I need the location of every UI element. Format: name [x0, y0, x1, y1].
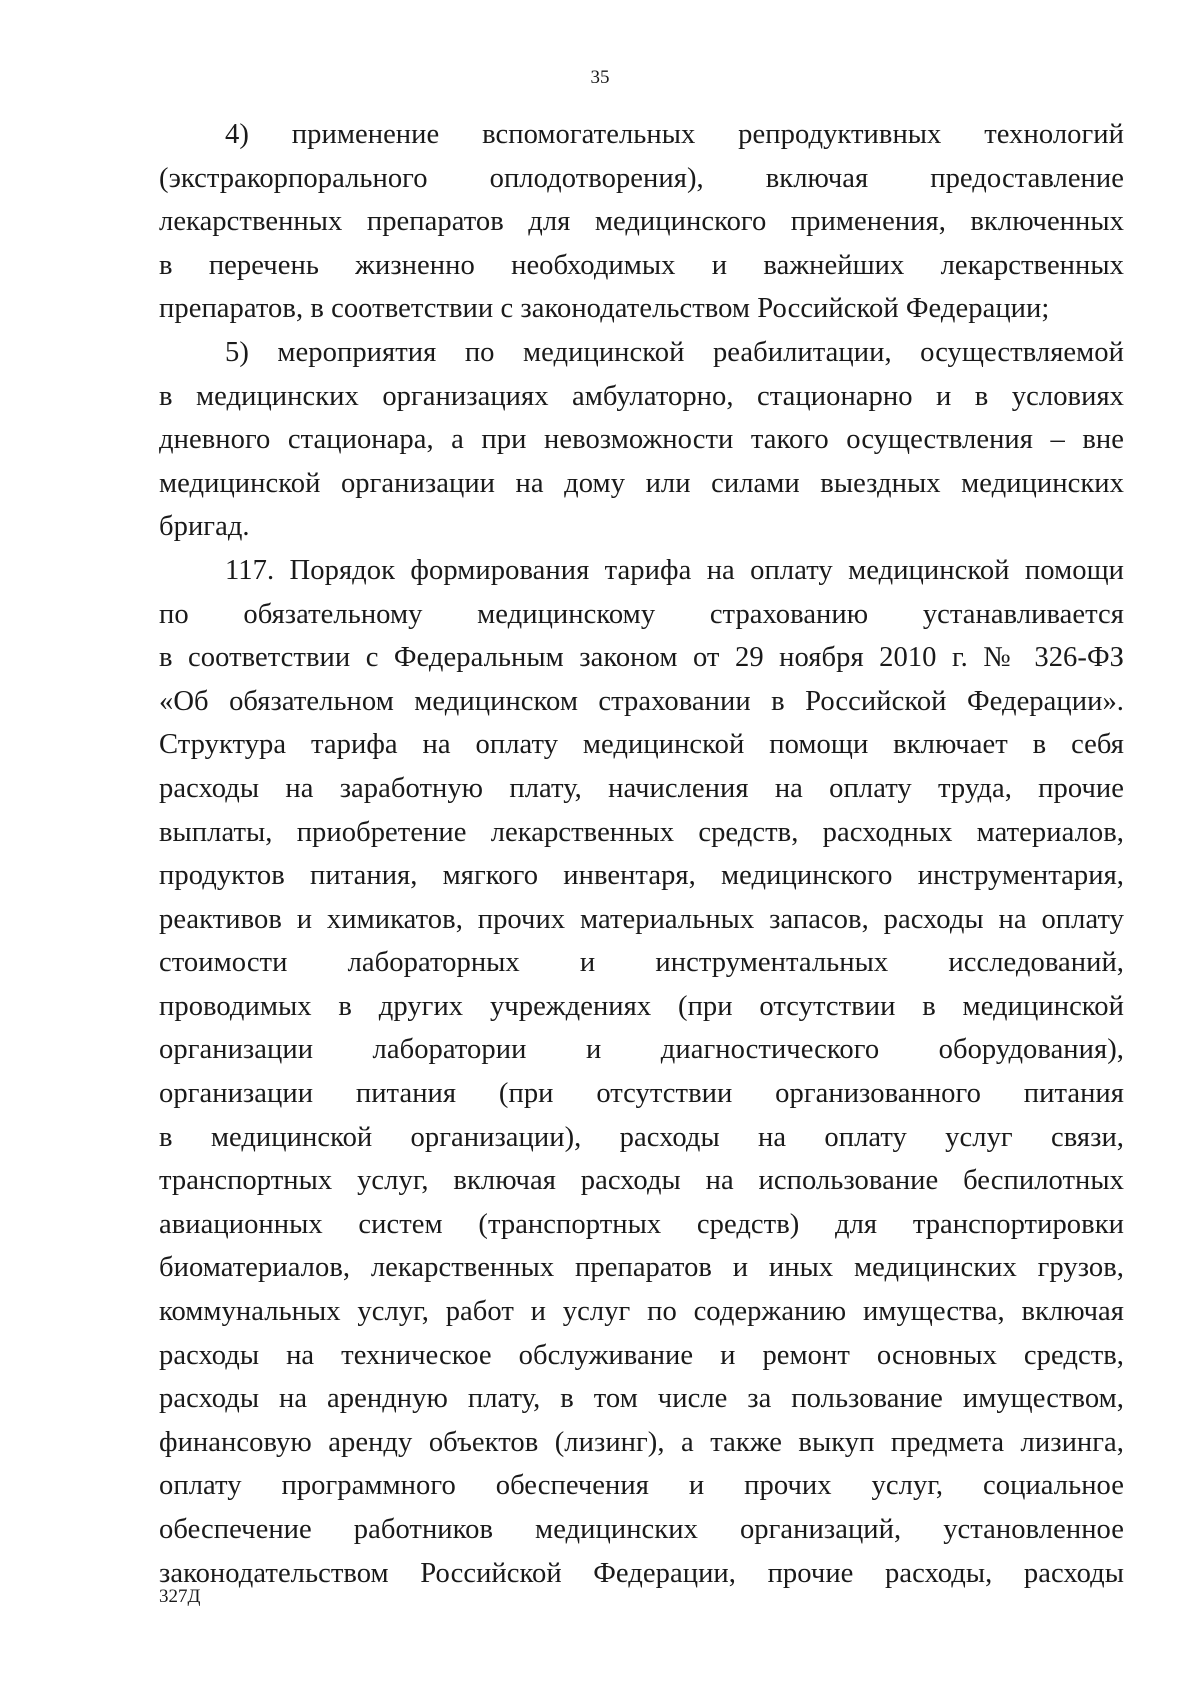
paragraph-4-line: в перечень жизненно необходимых и важнейших лекарственных [159, 249, 1124, 281]
paragraph-4-line: 4) применение вспомогательных репродуктивных технологий [225, 119, 1124, 150]
paragraph-117-line: выплаты, приобретение лекарственных средств, расходных материалов, [159, 816, 1124, 848]
paragraph-117-line: организации питания (при отсутствии организованного питания [159, 1078, 1124, 1110]
paragraph-117-line: проводимых в других учреждениях (при отсутствии в медицинской [159, 990, 1124, 1022]
paragraph-117-line: расходы на арендную плату, в том числе за пользование имуществом, [159, 1383, 1124, 1415]
paragraph-117-line: биоматериалов, лекарственных препаратов и иных медицинских грузов, [159, 1252, 1124, 1284]
paragraph-117-line: в медицинской организации), расходы на оплату услуг связи, [159, 1121, 1124, 1153]
paragraph-4-line: лекарственных препаратов для медицинского применения, включенных [159, 206, 1124, 238]
paragraph-117-line: организации лаборатории и диагностического оборудования), [159, 1034, 1124, 1066]
paragraph-4-line: (экстракорпорального оплодотворения), включая предоставление [159, 162, 1124, 194]
document-code: 327Д [159, 1586, 201, 1607]
paragraph-117-line: «Об обязательном медицинском страховании в Российской Федерации». [159, 685, 1124, 717]
paragraph-117-line: коммунальных услуг, работ и услуг по содержанию имущества, включая [159, 1296, 1124, 1328]
paragraph-117-line: Структура тарифа на оплату медицинской помощи включает в себя [159, 729, 1124, 761]
paragraph-5-line: бригад. [159, 511, 250, 543]
page-number: 35 [590, 67, 610, 88]
paragraph-117-line: обеспечение работников медицинских организаций, установленное [159, 1514, 1124, 1545]
paragraph-117-line: законодательством Российской Федерации, прочие расходы, расходы [159, 1557, 1124, 1589]
paragraph-117-line: реактивов и химикатов, прочих материальных запасов, расходы на оплату [159, 903, 1124, 935]
paragraph-117-line: 117. Порядок формирования тарифа на оплату медицинской помощи [225, 554, 1124, 586]
paragraph-117-line: в соответствии с Федеральным законом от 29 ноября 2010 г. № 326-ФЗ [159, 642, 1124, 674]
paragraph-117-line: авиационных систем (транспортных средств) для транспортировки [159, 1208, 1124, 1240]
paragraph-5-line: в медицинских организациях амбулаторно, стационарно и в условиях [159, 380, 1124, 412]
paragraph-117-line: по обязательному медицинскому страхованию устанавливается [159, 598, 1124, 630]
paragraph-117-line: транспортных услуг, включая расходы на использование беспилотных [159, 1165, 1124, 1197]
paragraph-5-line: дневного стационара, а при невозможности такого осуществления – вне [159, 424, 1124, 456]
paragraph-117-line: финансовую аренду объектов (лизинг), а также выкуп предмета лизинга, [159, 1426, 1124, 1458]
paragraph-117-line: расходы на техническое обслуживание и ремонт основных средств, [159, 1339, 1124, 1371]
document-body [159, 113, 1124, 1595]
paragraph-117-line: стоимости лабораторных и инструментальных исследований, [159, 947, 1124, 979]
paragraph-117-line: продуктов питания, мягкого инвентаря, медицинского инструментария, [159, 860, 1124, 892]
paragraph-5-line: медицинской организации на дому или силами выездных медицинских [159, 467, 1124, 499]
paragraph-4-line: препаратов, в соответствии с законодательством Российской Федерации; [159, 293, 1050, 325]
paragraph-5-line: 5) мероприятия по медицинской реабилитации, осуществляемой [225, 336, 1124, 368]
paragraph-117-line: расходы на заработную плату, начисления на оплату труда, прочие [159, 772, 1124, 804]
paragraph-117-line: оплату программного обеспечения и прочих услуг, социальное [159, 1470, 1124, 1502]
